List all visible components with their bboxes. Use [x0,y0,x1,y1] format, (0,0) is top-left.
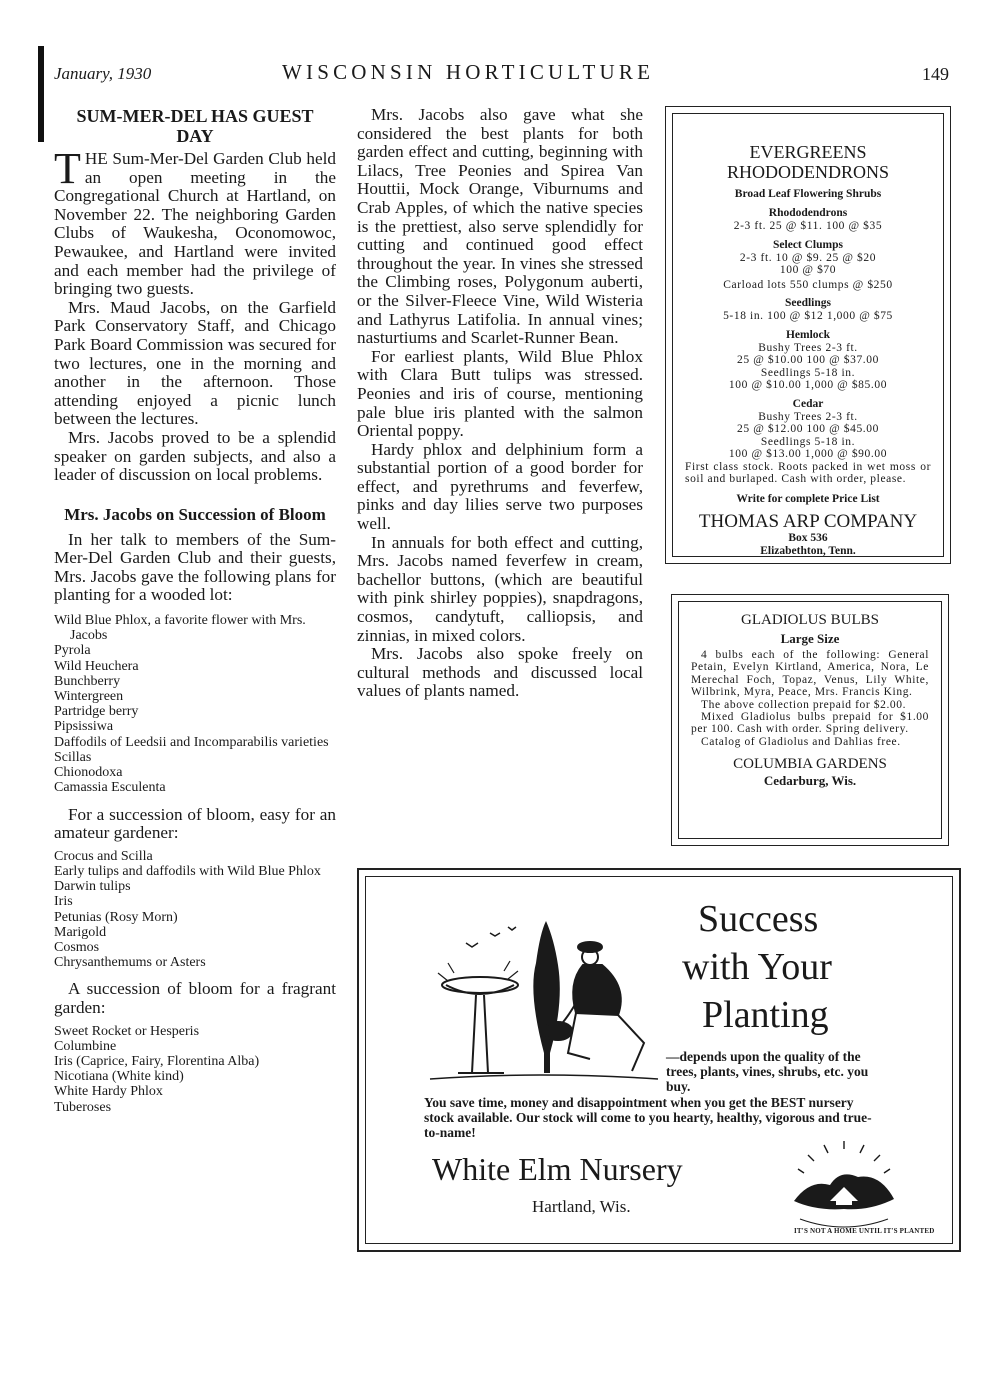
ad-title: EVERGREENS [749,142,867,162]
price-line: Bushy Trees 2-3 ft. [758,410,858,423]
list-item: Pyrola [54,643,91,659]
list-item: Early tulips and daffodils with Wild Blue Phlox [54,863,321,879]
ad-company: THOMAS ARP COMPANY [698,511,918,533]
ad-price-list-note: Write for complete Price List [736,493,880,506]
price-line: Seedlings 5-18 in. [760,435,856,448]
nursery-name: White Elm Nursery [432,1151,683,1187]
gardener-illustration [418,903,668,1093]
article-paragraph [54,144,336,299]
ad-title: RHODODENDRONS [726,162,889,182]
ad-headline: Success [698,898,819,940]
ad-company: COLUMBIA GARDENS [733,756,887,773]
ad-section-head: Seedlings [784,297,831,309]
price-line: Bushy Trees 2-3 ft. [758,341,858,354]
ad-section-head: Hemlock [785,328,831,341]
list-item: Bunchberry [54,673,121,689]
plant-list-wooded-lot [54,613,336,795]
list-item: Iris [54,894,73,910]
list-item: Marigold [54,924,107,940]
ad-inner-border [365,876,953,1244]
ad-body-text: 4 bulbs each of the following: General Petain, Evelyn Kirtland, America, Nora, Le Merechal Foch, Topaz, Venus, Lily White, Wilbrink, Myra, Peace, Mrs. Francis King. [691,649,929,699]
price-line: 25 @ $10.00 100 @ $37.00 [737,354,879,366]
list-item: Partridge berry [54,704,139,720]
article-paragraph: Hardy phlox and delphinium form a substantial portion of a good border for effect, and pyrethrums and feverfew, pinks and day lilies serve two purposes well. [357,439,643,534]
price-line: 2-3 ft. 10 @ $9. 25 @ $20 [739,251,877,264]
ad-columbia-gardens [671,594,949,846]
article-paragraph: In her talk to members of the Sum-Mer-Del Garden Club and their guests, Mrs. Jacobs gave the following plans for planting for a wooded lot: [54,529,336,605]
price-line: 25 @ $12.00 100 @ $45.00 [737,423,879,435]
ad-inner-border [672,113,944,557]
list-item: White Hardy Phlox [54,1084,163,1100]
ad-address: Box 536 [788,532,828,545]
article-column-1 [54,106,336,1115]
list-item: Wintergreen [54,689,124,705]
article-paragraph: Mrs. Jacobs proved to be a splendid speaker on garden subjects, and also a leader of discussion on local problems. [54,427,336,485]
page-number: 149 [922,64,949,84]
ad-city: Elizabethton, Tenn. [760,545,856,558]
ad-body-text: Catalog of Gladiolus and Dahlias free. [701,735,901,748]
price-line: 100 @ $13.00 1,000 @ $90.00 [728,448,888,460]
list-item: Chrysanthemums or Asters [54,955,206,971]
price-line: 2-3 ft. 25 @ $11. 100 @ $35 [733,220,883,232]
nursery-city: Hartland, Wis. [532,1197,631,1216]
list-item: Nicotiana (White kind) [54,1069,184,1085]
article-column-2 [357,106,643,701]
paragraph-text: HE Sum-Mer-Del Garden Club held an open meeting in the Congregational Church at Hartland, on November 22. The neighboring Garden Clubs of Waukesha, Oconomowoc, Pewaukee, and Hartland were invited and each member had the privilege of bringing two guests. [54,149,336,299]
price-line: Carload lots 550 clumps @ $250 [723,278,893,291]
list-item: Wild Blue Phlox, a favorite flower with Mrs. Jacobs [54,613,306,644]
header-title: WISCONSIN HORTICULTURE [282,60,655,84]
list-item: Daffodils of Leedsii and Incomparabilis varieties [54,734,329,750]
ad-title: GLADIOLUS BULBS [741,612,879,628]
ad-city: Cedarburg, Wis. [763,773,857,789]
article-paragraph: Mrs. Maud Jacobs, on the Garfield Park Conservatory Staff, and Chicago Park Board Commission was secured for two lectures, one in the morning and another in the afternoon. Those attending enjoyed a picnic lunch between the lectures. [54,297,336,429]
list-item: Iris (Caprice, Fairy, Florentina Alba) [54,1053,260,1069]
list-item: Scillas [54,749,92,765]
margin-bar [38,46,44,142]
list-item: Wild Heuchera [54,658,139,674]
list-item: Petunias (Rosy Morn) [54,909,178,925]
ad-section-head: Select Clumps [773,238,843,251]
ad-body-text: The above collection prepaid for $2.00. [701,698,907,711]
ad-depends-text: —depends upon the quality of the trees, plants, vines, shrubs, etc. you buy. [666,1049,869,1094]
list-item: Camassia Esculenta [54,780,166,796]
logo-motto: IT'S NOT A HOME UNTIL IT'S PLANTED [794,1227,935,1235]
plant-list-amateur [54,849,336,971]
article-heading: SUM-MER-DEL HAS GUEST DAY [76,106,314,146]
list-item: Tuberoses [54,1099,112,1115]
header-date: January, 1930 [54,64,152,83]
list-item: Sweet Rocket or Hesperis [54,1023,200,1039]
ad-section-head: Cedar [792,397,824,410]
ad-subtitle: Large Size [780,631,840,646]
ad-body-text: You save time, money and disappointment when you get the BEST nursery stock available. Our stock will come to you hearty, healthy, vigorous and true-to-name! [424,1095,872,1140]
ad-body-text: Mixed Gladiolus bulbs prepaid for $1.00 per 100. Cash with order. Spring delivery. [691,711,929,736]
ad-headline: Planting [702,994,829,1036]
section-subheading: Mrs. Jacobs on Succession of Bloom [64,504,326,524]
list-item: Darwin tulips [54,879,131,895]
plant-list-fragrant [54,1024,336,1115]
tree [533,921,559,1073]
article-paragraph: A succession of bloom for a fragrant garden: [54,979,336,1017]
article-paragraph: Mrs. Jacobs also spoke freely on cultural methods and discussed local values of plants named. [357,644,643,701]
ad-white-elm-nursery [357,868,961,1252]
list-item: Pipsissiwa [54,719,114,735]
article-paragraph: Mrs. Jacobs also gave what she considered the best plants for both garden effect and cutting, beginning with Lilacs, Tree Peonies and Spirea Van Houttii, Mock Orange, Viburnums and Crab Apples, of which the native species is the prettiest, also serve splendidly for cutting and continued good effect throughout the year. In vines she stressed the Climbing roses, Polygonum auberti, or the Silver-Fleece Vine, Wild Wisteria and Lathyrus Latifolia. In annual vines; nasturtiums and Scarlet-Runner Bean. [357,105,643,348]
ad-note: First class stock. Roots packed in wet moss or soil and burlaped. Cash with order, please. [685,460,931,485]
list-item: Columbine [54,1038,117,1054]
list-item: Crocus and Scilla [54,848,153,864]
ad-thomas-arp [665,106,951,564]
birdbath [438,927,518,1073]
price-line: 100 @ $70 [779,264,837,276]
list-item: Chionodoxa [54,765,123,781]
price-line: Seedlings 5-18 in. [760,366,856,379]
price-line: 100 @ $10.00 1,000 @ $85.00 [728,379,888,391]
nursery-logo [780,1139,908,1239]
article-paragraph: For earliest plants, Wild Blue Phlox with Clara Butt tulips was stressed. Peonies and iris of course, mentioning pale blue iris planted with the salmon Oriental poppy. [357,346,643,441]
ad-inner-border [678,601,942,839]
ad-tagline: Broad Leaf Flowering Shrubs [734,188,882,200]
ad-section-head: Rhododendrons [768,207,848,219]
list-item: Cosmos [54,939,100,955]
drop-cap: T [54,144,81,193]
ad-headline: with Your [682,946,832,988]
price-line: 5-18 in. 100 @ $12 1,000 @ $75 [723,310,893,322]
article-paragraph: For a succession of bloom, easy for an amateur gardener: [54,804,336,843]
article-paragraph: In annuals for both effect and cutting, Mrs. Jacobs named feverfew in cream, bachellor buttons, (which are beautiful with pink shirley poppies), snapdragons, cosmos, candytuft, calliopsis, and zinnias, in mixed colors. [357,532,643,645]
